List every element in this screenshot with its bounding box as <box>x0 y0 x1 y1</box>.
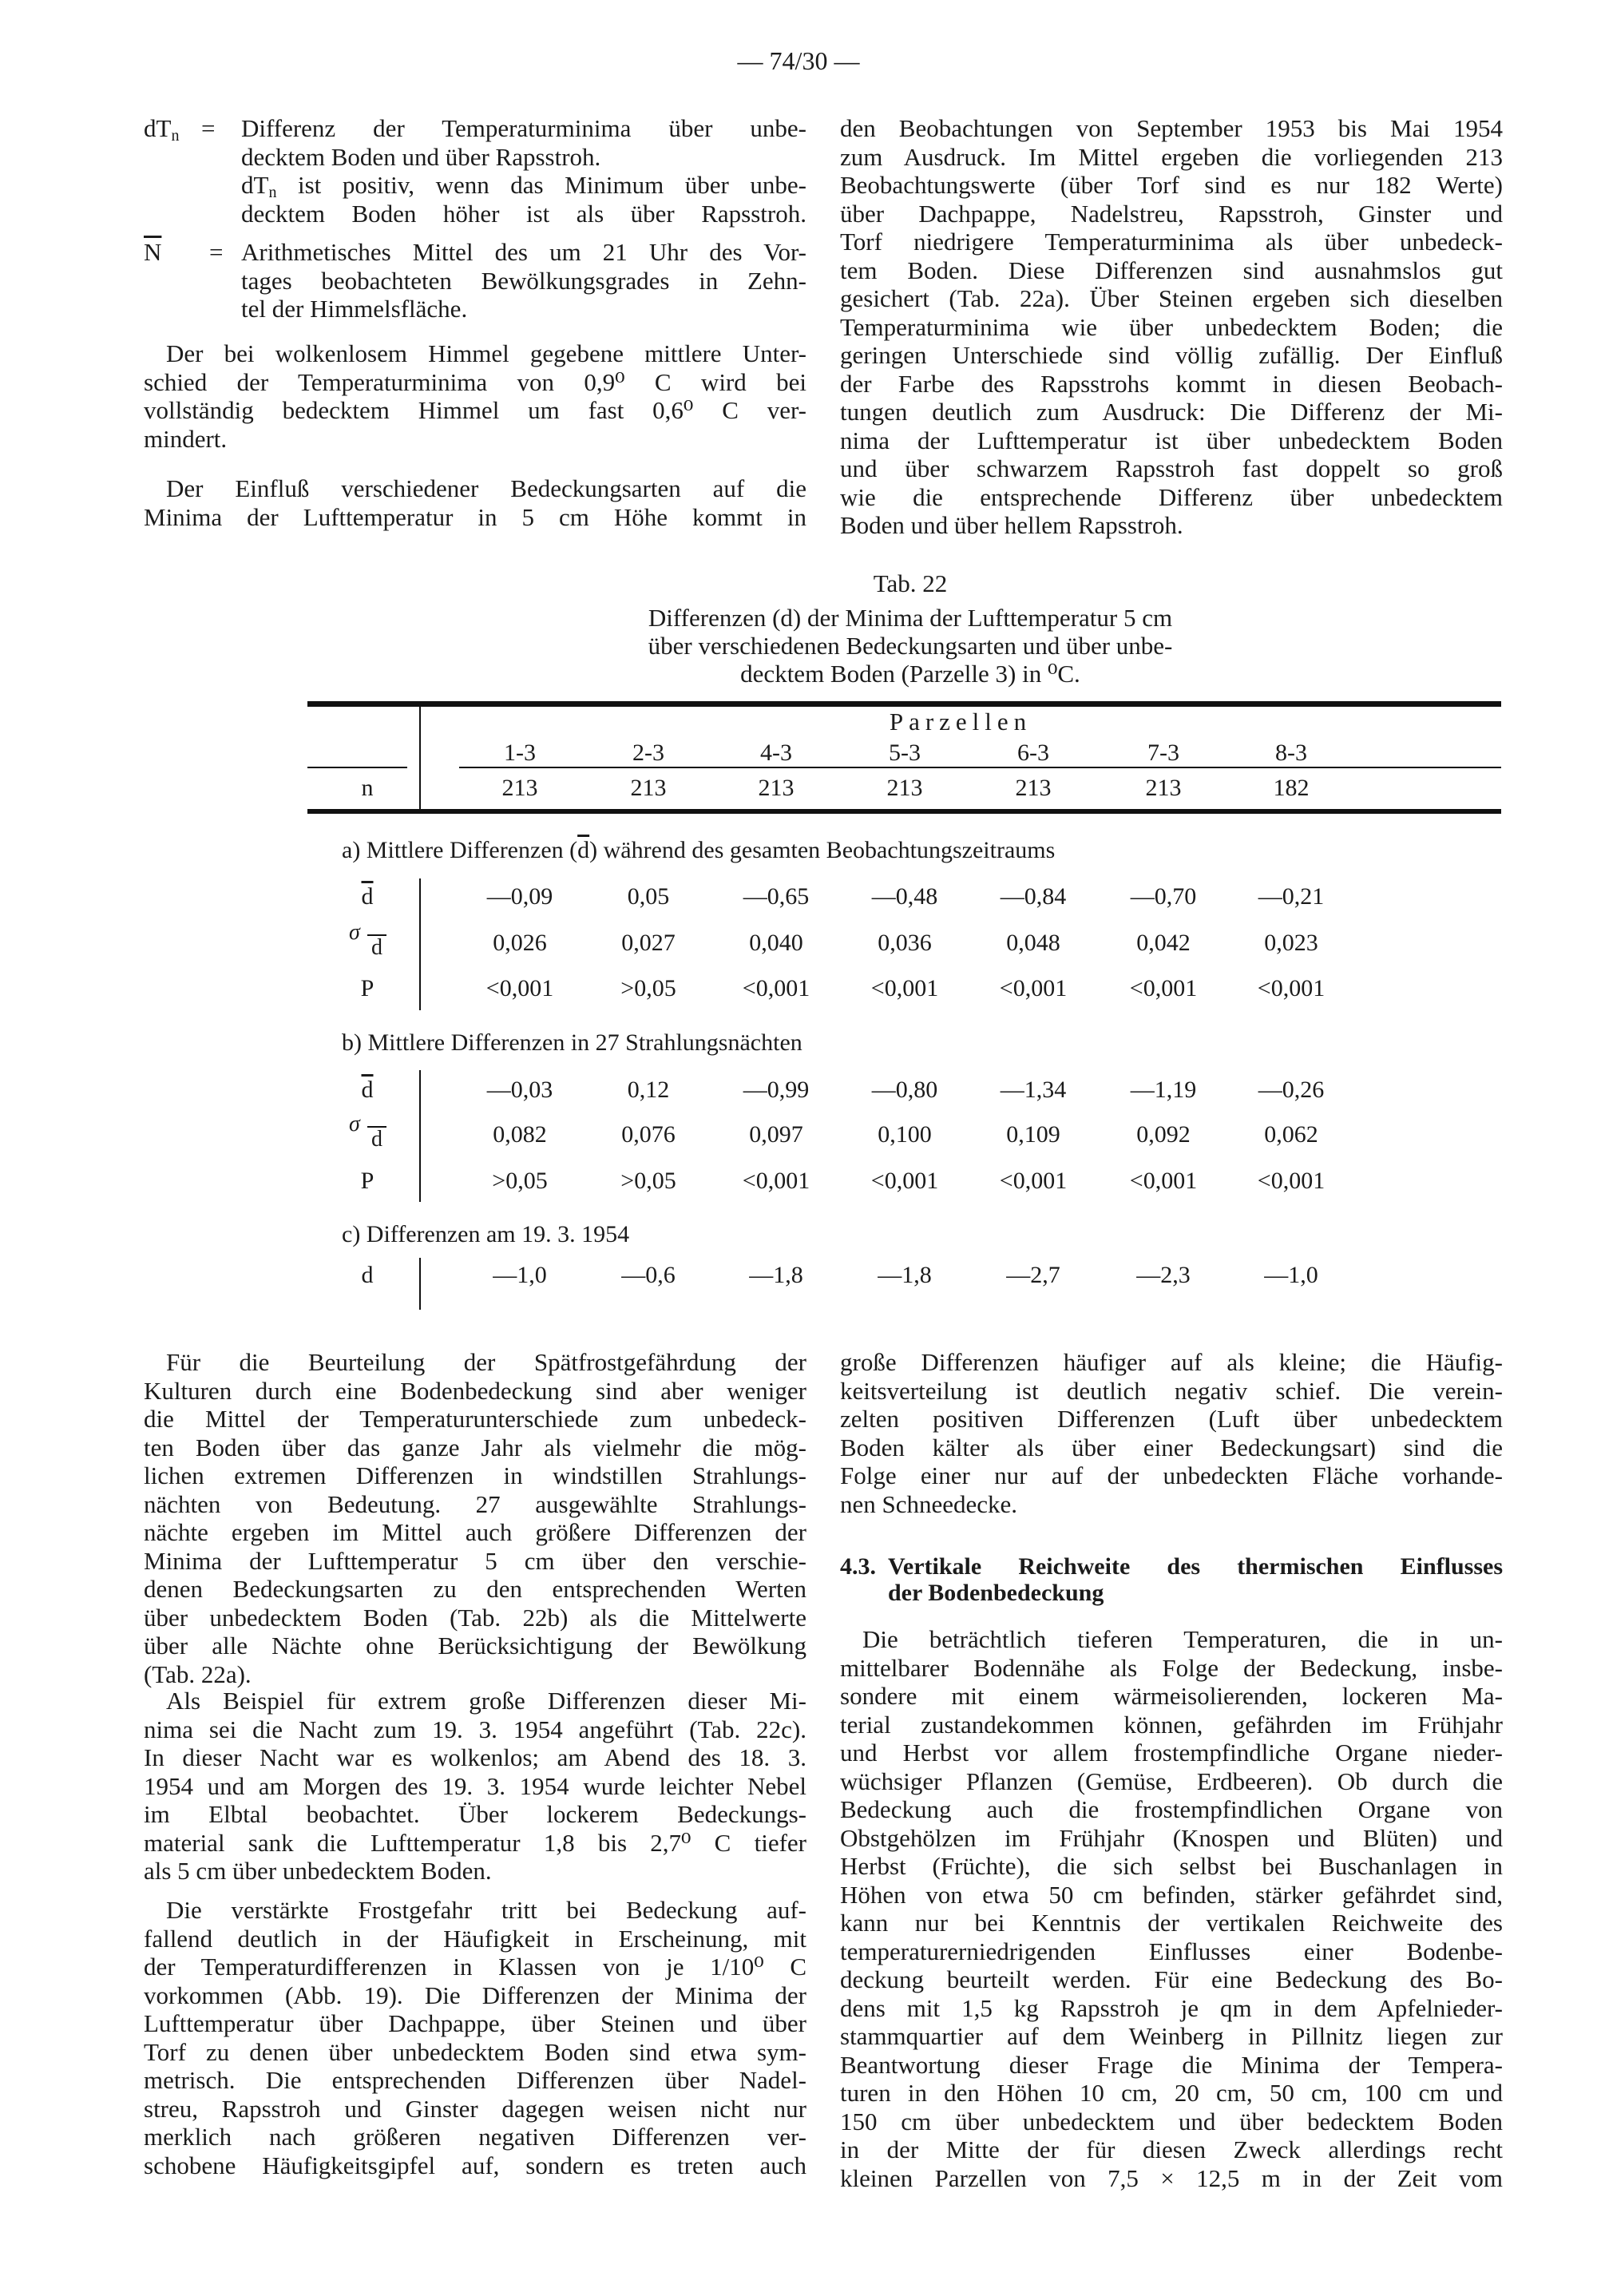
text-line: fallend deutlich in der Häufigkeit in Erscheinung, mit <box>144 1924 806 1953</box>
text-line: nächten von Bedeutung. 27 ausgewählte Strahlungs- <box>144 1489 806 1518</box>
text-line: und Herbst vor allem frostempfindliche Organe nieder- <box>840 1739 1503 1767</box>
paragraph <box>840 1348 1503 1518</box>
table-cell: 213 <box>630 775 667 801</box>
text-line: der Temperaturdifferenzen in Klassen von je 1/10⁰ C <box>144 1953 806 1981</box>
table-cell: —1,0 <box>1264 1262 1318 1288</box>
table-cell: 0,082 <box>493 1121 547 1148</box>
table-cell: 0,062 <box>1264 1121 1318 1148</box>
text-line: große Differenzen häufiger auf als kleine; die Häufig- <box>840 1348 1503 1376</box>
table-cell: 0,040 <box>749 930 803 956</box>
text-line: Temperaturminima wie über unbedecktem Boden; die <box>840 312 1503 341</box>
table-cell: 0,05 <box>627 883 670 910</box>
text-line: vorkommen (Abb. 19). Die Differenzen der Minima der <box>144 1981 806 2009</box>
table-cell: >0,05 <box>620 975 676 1001</box>
text-line: decktem Boden und über Rapsstroh. <box>241 142 601 171</box>
text-line: mittelbarer Bodennähe als Folge der Bedeckung, insbe- <box>840 1653 1503 1682</box>
table-cell: —0,48 <box>871 883 938 910</box>
section-title <box>888 1553 1503 1606</box>
page-number: — 74/30 — <box>737 46 860 75</box>
text-line: mindert. <box>144 424 228 453</box>
table-rule <box>459 767 1501 768</box>
table-vertical-rule <box>419 1258 421 1310</box>
text-line: Höhen von etwa 50 cm befinden, stärker gefährdet sind, <box>840 1880 1503 1909</box>
text-line: in der Mitte der für diesen Zweck allerdings recht <box>840 2135 1503 2163</box>
text-line: Die beträchtlich tieferen Temperaturen, die in un- <box>862 1625 1503 1653</box>
equals-sign: = <box>209 238 224 266</box>
section-heading-b: b) Mittlere Differenzen in 27 Strahlungsnächten <box>342 1029 802 1056</box>
table-cell: >0,05 <box>620 1168 676 1194</box>
text-line: In dieser Nacht war es wolkenlos; am Abend des 18. 3. <box>144 1743 806 1771</box>
table-cell: —0,03 <box>486 1077 553 1103</box>
column-header: 7-3 <box>1147 740 1179 766</box>
text-line: dens mit 1,5 kg Rapsstroh je qm in dem Apfelnieder- <box>840 1993 1503 2022</box>
text-line: über unbedecktem Boden (Tab. 22b) als die Mittelwerte <box>144 1603 806 1632</box>
paragraph <box>144 339 806 453</box>
table-cell: <0,001 <box>999 1168 1068 1194</box>
term-text: dT <box>241 171 269 199</box>
text-line: (Tab. 22a). <box>144 1660 252 1688</box>
text-line: merklich nach größeren negativen Differenzen ver- <box>144 2123 806 2151</box>
text-line: 150 cm über unbedecktem und über bedecktem Boden <box>840 2107 1503 2135</box>
table-cell: 0,048 <box>1006 930 1060 956</box>
table-cell: —2,7 <box>1006 1262 1060 1288</box>
column-header: 2-3 <box>632 740 664 766</box>
term-text: dT <box>144 114 172 142</box>
text-line: Arithmetisches Mittel des um 21 Uhr des Vor- <box>241 238 806 266</box>
heading-text: a) Mittlere Differenzen ( <box>342 837 578 863</box>
text-line: über Dachpappe, Nadelstreu, Rapsstroh, Ginster und <box>840 199 1503 228</box>
section-heading-c: c) Differenzen am 19. 3. 1954 <box>342 1221 630 1247</box>
term-subscript: n <box>171 127 180 145</box>
table-cell: <0,001 <box>999 975 1068 1001</box>
text-line: keitsverteilung ist deutlich negativ schief. Die verein- <box>840 1376 1503 1405</box>
definition-text <box>241 238 806 323</box>
text-line: vollständig bedecktem Himmel um fast 0,6⁰ C ver- <box>144 396 806 424</box>
table-cell: 0,042 <box>1136 930 1191 956</box>
table-bottom-rule <box>307 809 1501 814</box>
table-cell: <0,001 <box>485 975 554 1001</box>
table-cell: 213 <box>1145 775 1182 801</box>
text-line: kleinen Parzellen von 7,5 × 12,5 m in der Zeit vom <box>840 2163 1503 2192</box>
text-line: zum Ausdruck. Im Mittel ergeben die vorliegenden 213 <box>840 142 1503 171</box>
column-group-header: Parzellen <box>889 708 1032 736</box>
text-line: Obstgehölzen im Frühjahr (Knospen und Blüten) und <box>840 1823 1503 1852</box>
table-cell: —0,6 <box>621 1262 676 1288</box>
text-line: kann nur bei Kenntnis der vertikalen Reichweite des <box>840 1909 1503 1937</box>
table-cell: 182 <box>1273 775 1310 801</box>
text-line: Kulturen durch eine Bodenbedeckung sind aber weniger <box>144 1376 806 1405</box>
table-vertical-rule <box>419 878 421 1010</box>
table-cell: —1,34 <box>1000 1077 1067 1103</box>
section-number: 4.3. <box>840 1553 876 1580</box>
row-label: $\overline{d}$ <box>361 1077 374 1103</box>
text-line <box>241 171 806 200</box>
text-line: stammquartier auf dem Weinberg in Pillnitz liegen zur <box>840 2022 1503 2050</box>
text-line: tages beobachteten Bewölkungsgrades in Zehn- <box>241 266 806 295</box>
text-line: Folge einer nur auf der unbedeckten Fläche vorhande- <box>840 1461 1503 1489</box>
text-line: nima der Lufttemperatur ist über unbedecktem Boden <box>840 426 1503 454</box>
table-cell: 0,027 <box>621 930 676 956</box>
table-cell: —1,8 <box>749 1262 803 1288</box>
table-cell: <0,001 <box>742 975 810 1001</box>
text-line: gesichert (Tab. 22a). Über Steinen ergeben sich dieselben <box>840 284 1503 312</box>
table-caption <box>319 604 1501 688</box>
table-cell: 0,023 <box>1264 930 1318 956</box>
table-cell: —0,70 <box>1130 883 1197 910</box>
table-cell: —1,0 <box>493 1262 547 1288</box>
table-cell: <0,001 <box>870 975 939 1001</box>
text-line: tel der Himmelsfläche. <box>241 295 468 323</box>
column-header: 6-3 <box>1017 740 1049 766</box>
table-cell: <0,001 <box>1129 975 1198 1001</box>
text-line: Lufttemperatur über Dachpappe, über Steinen und über <box>144 2009 806 2037</box>
text-line: Die verstärkte Frostgefahr tritt bei Bedeckung auf- <box>166 1896 806 1924</box>
definition-term <box>144 114 179 143</box>
text-line: deckung beurteilt werden. Für eine Bedeckung des Bo- <box>840 1965 1503 1993</box>
table-cell: <0,001 <box>1129 1168 1198 1194</box>
text-line: material sank die Lufttemperatur 1,8 bis 2,7⁰ C tiefer <box>144 1828 806 1857</box>
line-rest: ist positiv, wenn das Minimum über unbe- <box>276 171 806 199</box>
row-label-sigma: σ <box>349 920 360 945</box>
text-line: schied der Temperaturminima von 0,9⁰ C wird bei <box>144 367 806 396</box>
row-label: P <box>360 1168 374 1194</box>
row-label-subscript: d <box>367 1126 386 1152</box>
text-line: Boden kälter als über einer Bedeckungsart) sind die <box>840 1433 1503 1461</box>
text-line: im Elbtal beobachtet. Über lockerem Bedeckungs- <box>144 1800 806 1828</box>
text-line: über verschiedenen Bedeckungsarten und über unbe- <box>648 632 1173 660</box>
text-line: und über schwarzem Rapsstroh fast doppelt so groß <box>840 454 1503 482</box>
table-cell: 213 <box>1015 775 1052 801</box>
text-line: wie die entsprechende Differenz über unbedecktem <box>840 482 1503 511</box>
row-label: d <box>361 1262 374 1288</box>
table-cell: 0,097 <box>749 1121 803 1148</box>
text-line: Beobachtungswerte (über Torf sind es nur 182 Werte) <box>840 171 1503 199</box>
text-line: terial zustandekommen können, gefährden im Frühjahr <box>840 1710 1503 1739</box>
table-cell: —0,65 <box>743 883 810 910</box>
table-cell: 213 <box>758 775 795 801</box>
text-line: sondere mit einem wärmeisolierenden, lockeren Ma- <box>840 1682 1503 1710</box>
paragraph <box>144 1896 806 2179</box>
text-line: Boden und über hellem Rapsstroh. <box>840 511 1183 539</box>
row-label-subscript: d <box>367 934 386 960</box>
text-line: Minima der Lufttemperatur in 5 cm Höhe kommt in <box>144 502 806 531</box>
table-cell: <0,001 <box>1257 975 1326 1001</box>
text-line: Bedeckung auch die frostempfindlichen Organe von <box>840 1795 1503 1823</box>
section-title-line: der Bodenbedeckung <box>888 1580 1104 1606</box>
text-line: Beantwortung dieser Frage die Minima der Tempera- <box>840 2050 1503 2079</box>
table-cell: —0,21 <box>1258 883 1325 910</box>
row-label-n: n <box>361 775 374 801</box>
text-line: ten Boden über das ganze Jahr als vielmehr die mög- <box>144 1433 806 1461</box>
text-line: decktem Boden (Parzelle 3) in ⁰C. <box>740 660 1080 688</box>
table-cell: >0,05 <box>492 1168 548 1194</box>
text-line: über alle Nächte ohne Berücksichtigung der Bewölkung <box>144 1632 806 1660</box>
table-vertical-rule <box>419 1070 421 1202</box>
table-cell: —2,3 <box>1136 1262 1191 1288</box>
text-line: schobene Häufigkeitsgipfel auf, sondern es treten auch <box>144 2151 806 2179</box>
paragraph <box>840 114 1503 540</box>
text-line: lichen extremen Differenzen in windstillen Strahlungs- <box>144 1461 806 1489</box>
table-cell: —0,26 <box>1258 1077 1325 1103</box>
table-cell: —1,19 <box>1130 1077 1197 1103</box>
term-subscript: n <box>268 184 277 201</box>
column-header: 1-3 <box>504 740 536 766</box>
table-cell: —0,09 <box>486 883 553 910</box>
text-line: tungen deutlich zum Ausdruck: Die Differenz der Mi- <box>840 398 1503 426</box>
text-line: nächte ergeben im Mittel auch größere Differenzen der <box>144 1518 806 1546</box>
text-line: Differenz der Temperaturminima über unbe- <box>241 114 806 142</box>
table-cell: 0,092 <box>1136 1121 1191 1148</box>
table-cell: 213 <box>501 775 538 801</box>
text-line: nima sei die Nacht zum 19. 3. 1954 angeführt (Tab. 22c). <box>144 1715 806 1743</box>
table-label: Tab. 22 <box>873 569 948 597</box>
table-cell: —0,99 <box>743 1077 810 1103</box>
table-cell: 0,036 <box>878 930 932 956</box>
text-line: Der Einfluß verschiedener Bedeckungsarten auf die <box>166 474 806 502</box>
text-line: Torf zu denen über unbedecktem Boden sind etwa sym- <box>144 2037 806 2066</box>
column-header: 8-3 <box>1275 740 1307 766</box>
text-line: Herbst (Früchte), die sich selbst bei Buschanlagen in <box>840 1852 1503 1880</box>
section-title-line: Vertikale Reichweite des thermischen Einflusses <box>888 1553 1503 1580</box>
text-line: Als Beispiel für extrem große Differenzen dieser Mi- <box>166 1687 806 1715</box>
table-cell: —1,8 <box>878 1262 932 1288</box>
text-line: nen Schneedecke. <box>840 1489 1018 1518</box>
text-line: 1954 und am Morgen des 19. 3. 1954 wurde leichter Nebel <box>144 1771 806 1800</box>
paragraph <box>840 1625 1503 2192</box>
text-line: die Mittel der Temperaturunterschiede zum unbedeck- <box>144 1405 806 1433</box>
table-cell: 0,026 <box>493 930 547 956</box>
row-label: $\overline{d}$ <box>361 883 374 910</box>
text-line: Torf niedrigere Temperaturminima als über unbedeck- <box>840 228 1503 256</box>
text-line: metrisch. Die entsprechenden Differenzen über Nadel- <box>144 2066 806 2094</box>
table-cell: —0,80 <box>871 1077 938 1103</box>
table-cell: —0,84 <box>1000 883 1067 910</box>
heading-symbol: $\overline{d}$ <box>577 837 590 863</box>
text-line: denen Bedeckungsarten zu den entsprechenden Werten <box>144 1575 806 1603</box>
table-cell: <0,001 <box>870 1168 939 1194</box>
table-cell: 0,100 <box>878 1121 932 1148</box>
text-line: decktem Boden höher ist als über Rapsstroh. <box>241 199 806 228</box>
definition-text <box>241 114 806 228</box>
row-label-sigma: σ <box>349 1112 360 1136</box>
text-line: temperaturerniedrigenden Einflusses einer Bodenbe- <box>840 1937 1503 1965</box>
table-rule <box>307 767 407 768</box>
row-label: P <box>360 975 374 1001</box>
equals-sign: = <box>201 114 216 142</box>
text-line: als 5 cm über unbedecktem Boden. <box>144 1857 492 1885</box>
text-line: Der bei wolkenlosem Himmel gegebene mittlere Unter- <box>166 339 806 367</box>
paragraph <box>144 1687 806 1886</box>
text-line: geringen Unterschiede sind völlig zufällig. Der Einfluß <box>840 341 1503 369</box>
table-cell: <0,001 <box>742 1168 810 1194</box>
paragraph <box>144 1348 806 1688</box>
text-line: der Farbe des Rapsstrohs kommt in diesen Beobach- <box>840 369 1503 398</box>
text-line: zelten positiven Differenzen (Luft über unbedecktem <box>840 1405 1503 1433</box>
heading-text: ) während des gesamten Beobachtungszeitraums <box>589 837 1056 863</box>
table-cell: 0,109 <box>1006 1121 1060 1148</box>
text-line: Differenzen (d) der Minima der Lufttemperatur 5 cm <box>648 604 1173 632</box>
table-top-rule <box>307 701 1501 707</box>
section-heading-a <box>342 837 1055 864</box>
text-line: Für die Beurteilung der Spätfrostgefährdung der <box>166 1348 806 1376</box>
paragraph <box>144 474 806 531</box>
text-line: wüchsiger Pflanzen (Gemüse, Erdbeeren). Ob durch die <box>840 1767 1503 1795</box>
column-header: 4-3 <box>760 740 792 766</box>
column-header: 5-3 <box>889 740 921 766</box>
table-cell: <0,001 <box>1257 1168 1326 1194</box>
text-line: tem Boden. Diese Differenzen sind ausnahmslos gut <box>840 256 1503 284</box>
table-cell: 0,076 <box>621 1121 676 1148</box>
text-line: Minima der Lufttemperatur 5 cm über den verschie- <box>144 1546 806 1575</box>
table-cell: 213 <box>886 775 923 801</box>
text-line: turen in den Höhen 10 cm, 20 cm, 50 cm, 100 cm und <box>840 2079 1503 2107</box>
text-line: den Beobachtungen von September 1953 bis Mai 1954 <box>840 114 1503 142</box>
definition-term: $\overline{N}$ <box>144 238 162 266</box>
text-line: streu, Rapsstroh und Ginster dagegen weisen nicht nur <box>144 2094 806 2123</box>
table-cell: 0,12 <box>627 1077 670 1103</box>
